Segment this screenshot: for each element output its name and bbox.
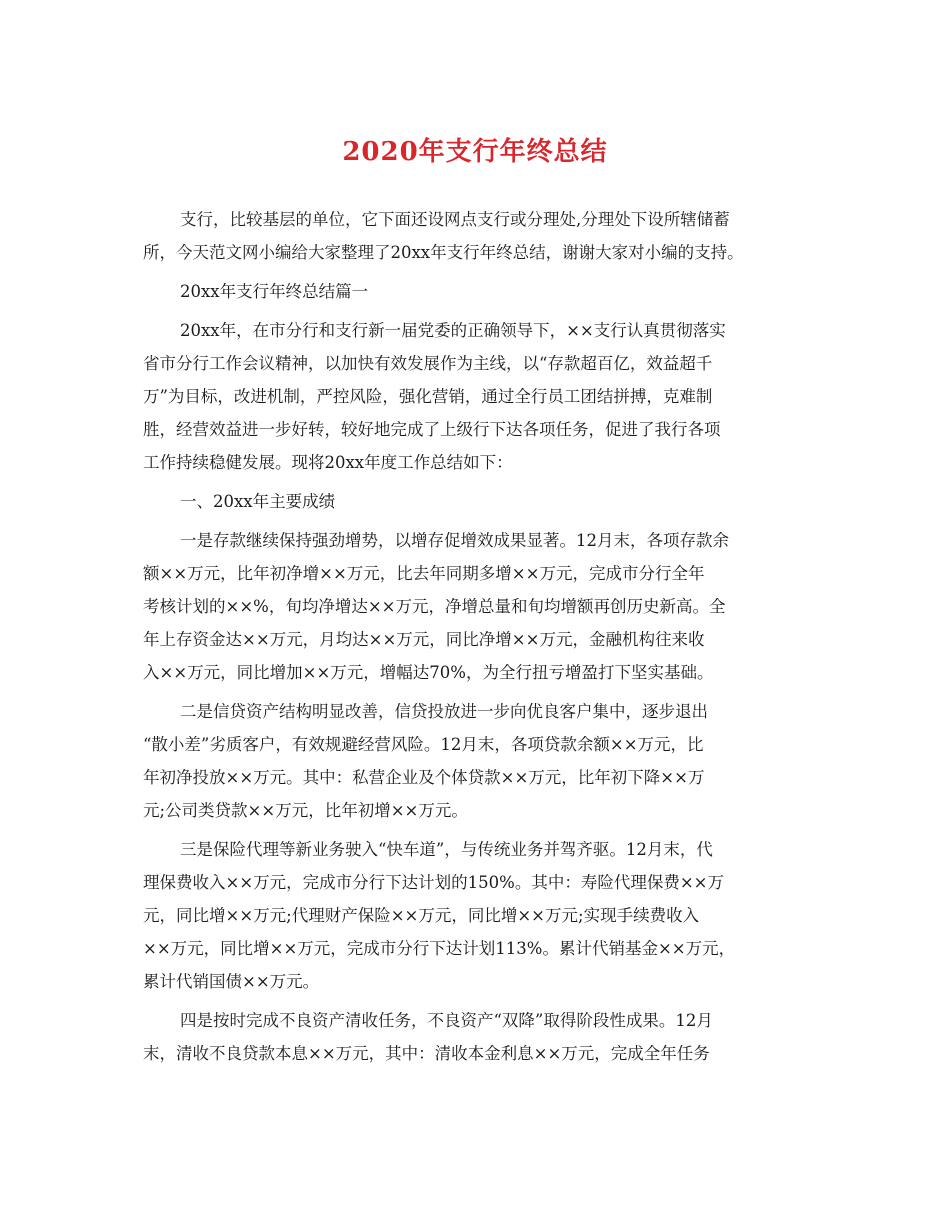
paragraph-line: 省市分行工作会议精神，以加快有效发展作为主线，以“存款超百亿，效益超千 (143, 354, 713, 373)
paragraph-line: 工作持续稳健发展。现将20xx年度工作总结如下： (143, 453, 513, 472)
paragraph-line: 三是保险代理等新业务驶入“快车道”，与传统业务并驾齐驱。12月末，代 (180, 840, 713, 859)
paragraph-line: 累计代销国债××万元。 (143, 972, 320, 991)
paragraph-line: 一、20xx年主要成绩 (180, 492, 336, 511)
paragraph-line: 元;公司类贷款××万元，比年初增××万元。 (143, 801, 468, 820)
paragraph-line: 考核计划的××%，旬均净增达××万元，净增总量和旬均增额再创历史新高。全 (143, 597, 726, 616)
paragraph-line: 理保费收入××万元，完成市分行下达计划的150%。其中：寿险代理保费××万 (143, 873, 724, 892)
paragraph-line: 所，今天范文网小编给大家整理了20xx年支行年终总结，谢谢大家对小编的支持。 (143, 243, 744, 262)
paragraph-intro (143, 203, 808, 269)
paragraph-line: 年上存资金达××万元，月均达××万元，同比净增××万元，金融机构往来收 (143, 630, 705, 649)
paragraph-line: 二是信贷资产结构明显改善，信贷投放进一步向优良客户集中，逐步退出 (180, 702, 708, 721)
paragraph-line: 一是存款继续保持强劲增势，以增存促增效成果显著。12月末，各项存款余 (180, 531, 729, 550)
paragraph-line: ××万元，同比增××万元，完成市分行下达计划113%。累计代销基金××万元， (143, 939, 736, 958)
paragraph-line: 入××万元，同比增加××万元，增幅达70%，为全行扭亏增盈打下坚实基础。 (143, 663, 714, 682)
paragraph-line: 额××万元，比年初净增××万元，比去年同期多增××万元，完成市分行全年 (143, 564, 705, 583)
paragraph-line: 末，清收不良贷款本息××万元，其中：清收本金利息××万元，完成全年任务 (143, 1044, 710, 1063)
paragraph-line: 四是按时完成不良资产清收任务，不良资产“双降”取得阶段性成果。12月 (180, 1011, 713, 1030)
section-heading (143, 275, 808, 308)
paragraph-overview (143, 314, 808, 479)
document-title: 2020年支行年终总结 (342, 137, 608, 167)
paragraph-line: 胜，经营效益进一步好转，较好地完成了上级行下达各项任务，促进了我行各项 (143, 420, 721, 439)
paragraph-line: 20xx年，在市分行和支行新一届党委的正确领导下，××支行认真贯彻落实 (180, 321, 726, 340)
document-body (143, 203, 808, 1076)
paragraph-line: “散小差”劣质客户，有效规避经营风险。12月末，各项贷款余额××万元，比 (143, 735, 704, 754)
paragraph-line: 年初净投放××万元。其中：私营企业及个体贷款××万元，比年初下降××万 (143, 768, 705, 787)
paragraph-nonperforming (143, 1004, 808, 1070)
paragraph-insurance (143, 833, 808, 998)
section-heading (143, 485, 808, 518)
paragraph-line: 20xx年支行年终总结篇一 (180, 282, 369, 301)
paragraph-line: 万”为目标，改进机制，严控风险，强化营销，通过全行员工团结拼搏，克难制 (143, 387, 713, 406)
paragraph-line: 支行，比较基层的单位，它下面还设网点支行或分理处,分理处下设所辖储蓄 (180, 210, 730, 229)
paragraph-deposits (143, 524, 808, 689)
paragraph-line: 元，同比增××万元;代理财产保险××万元，同比增××万元;实现手续费收入 (143, 906, 700, 925)
paragraph-credit (143, 695, 808, 827)
